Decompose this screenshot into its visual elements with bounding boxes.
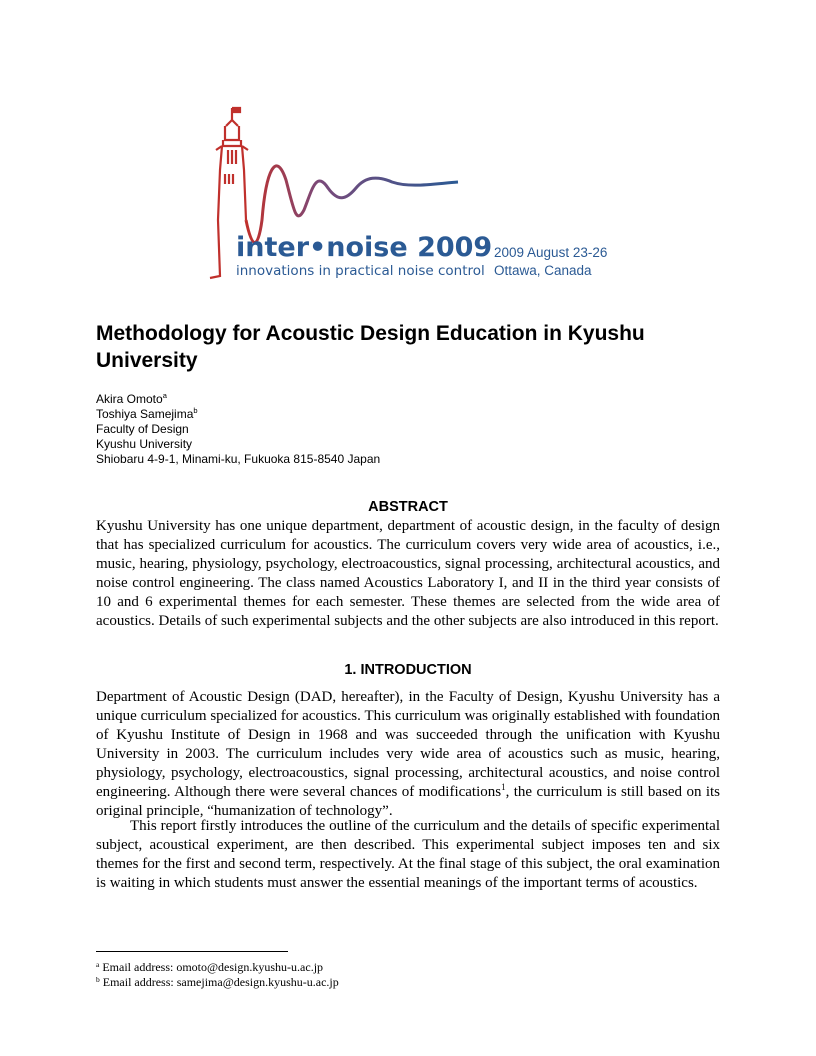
author-block	[96, 392, 380, 467]
author-name: Akira Omoto	[96, 392, 163, 406]
sound-wave-icon	[246, 166, 458, 243]
reference-mark: 1	[501, 782, 506, 792]
conference-name: inter•noise 2009	[236, 232, 493, 263]
footnote-mark: a	[96, 960, 100, 969]
abstract-heading: ABSTRACT	[368, 499, 448, 515]
footnote	[96, 960, 339, 975]
intro-text-part-1: Department of Acoustic Design (DAD, hereafter), in the Faculty of Design, Kyushu University has a unique curriculum specialized for acoustics. This curriculum was originally established with foundation of Kyushu Institute of Design in 1968 and was succeeded through the unification with Kyushu University in 2003. The curriculum includes very wide area of acoustics such as music, hearing, physiology, psychology, electroacoustics, signal processing, architectural acoustics, and noise control engineering. Although there were several chances of modifications	[96, 689, 720, 800]
author-mark: a	[162, 391, 167, 400]
footnote-mark: b	[96, 975, 100, 984]
footnote-text: Email address: omoto@design.kyushu-u.ac.jp	[102, 960, 324, 974]
paper-title: Methodology for Acoustic Design Education in Kyushu University	[96, 322, 645, 372]
author-line	[96, 407, 380, 422]
introduction-heading: 1. INTRODUCTION	[344, 662, 472, 678]
affiliation-faculty: Faculty of Design	[96, 422, 189, 436]
introduction-paragraph-2: This report firstly introduces the outline of the curriculum and the details of specific experimental subject, acoustical experiment, are then described. This experimental subject imposes ten and six themes for the first and second term, respectively. At the final stage of this subject, the oral examination is waiting in which students must answer the essential meanings of the important terms of acoustics.	[96, 818, 720, 891]
footnote-text: Email address: samejima@design.kyushu-u.ac.jp	[102, 975, 339, 989]
footnote-divider	[96, 951, 288, 952]
abstract-text: Kyushu University has one unique department, department of acoustic design, in the faculty of design that has specialized curriculum for acoustics. The curriculum covers very wide area of acoustics, i.e., music, hearing, physiology, psychology, electroacoustics, signal processing, architectural acoustics, and noise control engineering. The class named Acoustics Laboratory I, and II in the third year consists of 10 and 6 experimental themes for each semester. These themes are selected from the wide area of acoustics. Details of such experimental subjects and the other subjects are also introduced in this report.	[96, 518, 720, 629]
conference-date: 2009 August 23-26	[494, 245, 608, 260]
author-name: Toshiya Samejima	[96, 407, 194, 421]
author-line	[96, 392, 380, 407]
conference-tagline: innovations in practical noise control	[236, 263, 485, 279]
intro-text-part-2: , the curriculum is still based on its original principle, “humanization of technology”.	[96, 784, 720, 819]
footnotes	[96, 960, 339, 990]
author-mark: b	[193, 406, 198, 415]
affiliation-university: Kyushu University	[96, 437, 193, 451]
conference-location: Ottawa, Canada	[494, 263, 592, 278]
affiliation-address: Shiobaru 4-9-1, Minami-ku, Fukuoka 815-8540 Japan	[96, 452, 381, 466]
introduction-paragraph-1	[96, 688, 720, 821]
footnote	[96, 975, 339, 990]
